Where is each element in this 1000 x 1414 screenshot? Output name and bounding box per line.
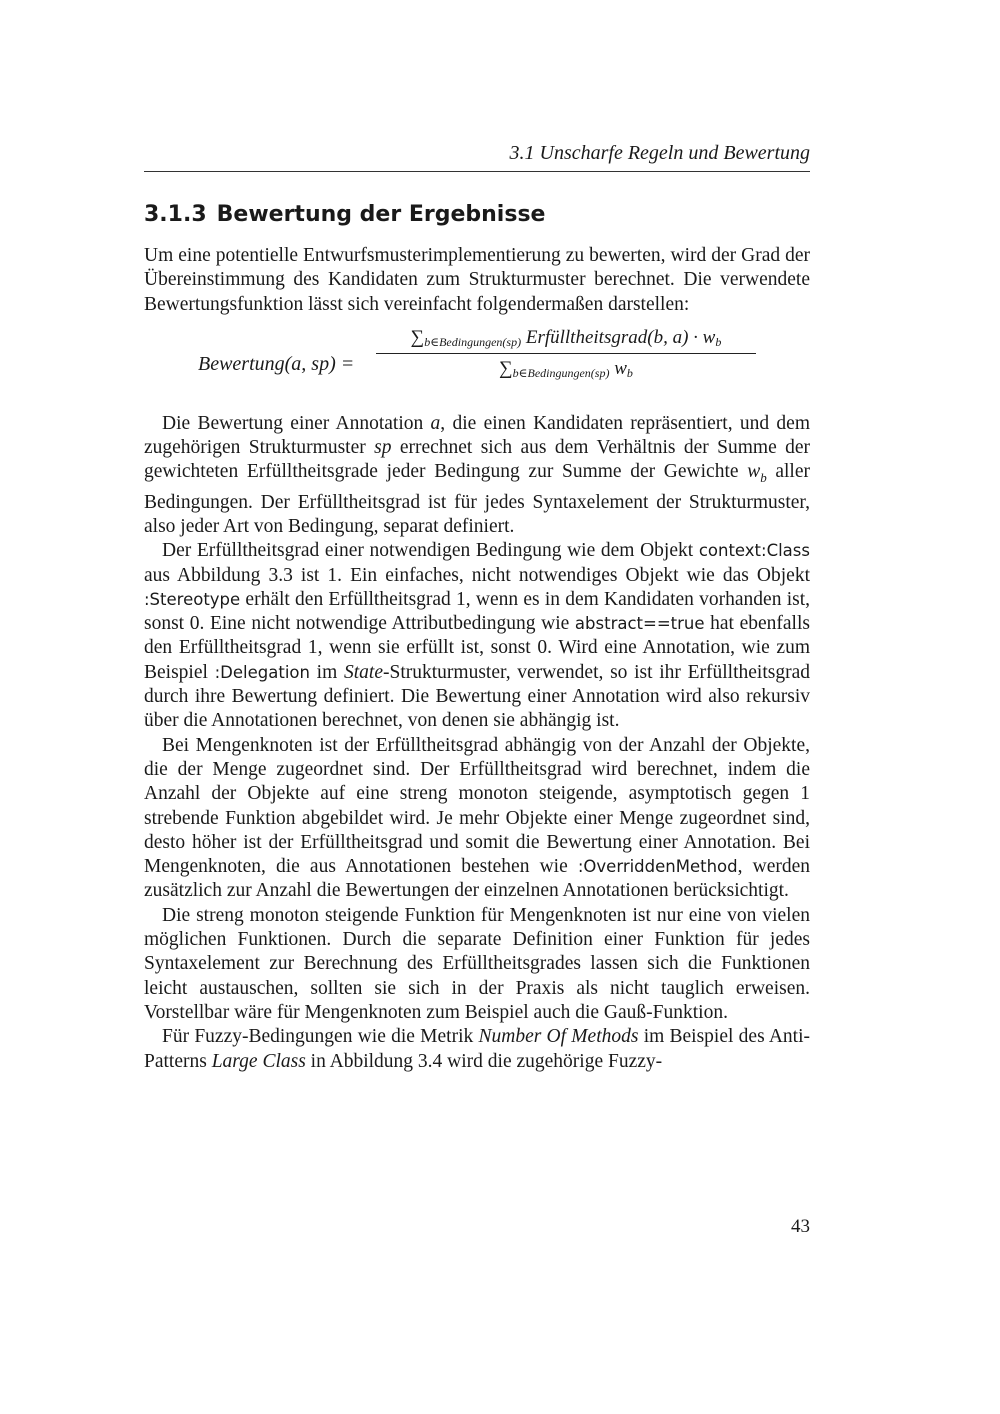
math-variable: a xyxy=(430,412,441,434)
paragraph-set-nodes xyxy=(144,734,810,904)
document-page xyxy=(144,0,810,1414)
sum-subscript: b∈Bedingungen(sp) xyxy=(512,365,610,380)
italic-term: Number Of Methods xyxy=(478,1026,639,1048)
rating-formula xyxy=(144,317,810,412)
text-run: , die einen Kandidaten repräsentiert, und dem zugehörigen Strukturmuster xyxy=(144,412,810,459)
text-run: im Beispiel des Anti-Patterns xyxy=(144,1026,810,1072)
section-heading xyxy=(144,202,545,227)
code-term: abstract==true xyxy=(574,614,705,634)
math-subscript: b xyxy=(760,470,767,486)
numerator-expression: Erfülltheitsgrad(b, a) · w xyxy=(525,326,716,348)
denominator-expression: w xyxy=(614,357,627,379)
text-run: errechnet sich aus dem Verhältnis der Summe der gewichteten Erfülltheitsgrade jeder Bedingung zur Summe der Gewichte xyxy=(144,437,810,483)
text-run: im xyxy=(309,661,344,683)
text-run: hat ebenfalls den Erfülltheitsgrad 1, wenn sie erfüllt ist, sonst 0. Wird eine Annotation, wie zum Beispiel xyxy=(144,613,810,683)
sum-subscript: b∈Bedingungen(sp) xyxy=(424,334,522,349)
text-run: erhält den Erfülltheitsgrad 1, wenn es in dem Kandidaten vorhanden ist, sonst 0. Eine nicht notwendige Attributbedingung wie xyxy=(144,588,810,635)
body-text xyxy=(144,244,810,1074)
running-head: 3.1 Unscharfe Regeln und Bewertung xyxy=(509,142,810,164)
sum-symbol: ∑ xyxy=(499,357,513,379)
section-number: 3.1.3 xyxy=(144,202,207,227)
page-number: 43 xyxy=(791,1216,810,1237)
paragraph-fuzzy xyxy=(144,1025,810,1074)
header-rule xyxy=(144,171,810,172)
code-term: :Stereotype xyxy=(144,589,241,609)
formula-numerator xyxy=(376,327,756,350)
code-term: context:Class xyxy=(698,541,810,561)
text-run: , werden zusätzlich zur Anzahl die Bewertungen der einzelnen Annotationen berücksichtigt. xyxy=(144,856,811,902)
math-variable: w xyxy=(747,461,761,483)
text-run: aller Bedingungen. Der Erfülltheitsgrad ist für jedes Syntaxelement der Strukturmuster, also jeder Art von Bedingung, separat definiert. xyxy=(144,461,811,537)
italic-term: Large Class xyxy=(211,1050,306,1072)
formula-denominator xyxy=(376,358,756,381)
weight-subscript: b xyxy=(715,334,722,349)
text-run: Bei Mengenknoten ist der Erfülltheitsgrad abhängig von der Anzahl der Objekte, die der Menge zugeordnet sind. Der Erfülltheitsgrad wird berechnet, indem die Anzahl der Objekte auf eine streng monoton steigende, asymptotisch gegen 1 strebende Funktion abgebildet wird. Je mehr Objekte einer Menge zugeordnet sind, desto höher ist der Erfülltheitsgrad und somit die Bewertung einer Annotation. Bei Mengenknoten, die aus Annotationen bestehen wie xyxy=(144,734,810,878)
text-run: -Strukturmuster, verwendet, so ist ihr Erfülltheitsgrad durch ihre Bewertung definiert. Die Bewertung einer Annotation wird also rekursiv über die Annotationen berechnet, von denen sie abhängig ist. xyxy=(144,661,810,732)
code-term: :Delegation xyxy=(214,662,310,682)
formula-lhs: Bewertung(a, sp) = xyxy=(198,352,355,375)
formula-fraction xyxy=(376,327,756,381)
text-run: aus Abbildung 3.3 ist 1. Ein einfaches, nicht notwendiges Objekt wie das Objekt xyxy=(144,564,810,586)
paragraph-functions: Die streng monoton steigende Funktion für Mengenknoten ist nur eine von vielen möglichen Funktionen. Durch die separate Definition einer Funktion für jedes Syntaxelement zur Berechnung des Erfülltheitsgrades lassen sich die Funktionen leicht austauschen, sollten sie sich in der Praxis als nicht tauglich erweisen. Vorstellbar wäre für Mengenknoten zum Beispiel auch die Gauß-Funktion. xyxy=(144,904,810,1023)
section-title: Bewertung der Ergebnisse xyxy=(216,202,546,227)
code-term: :OverriddenMethod xyxy=(577,857,738,877)
paragraph-conditions xyxy=(144,539,810,733)
text-run: Der Erfülltheitsgrad einer notwendigen Bedingung wie dem Objekt xyxy=(162,540,699,562)
text-run: Die Bewertung einer Annotation xyxy=(162,412,431,434)
weight-subscript: b xyxy=(626,365,633,380)
paragraph-intro: Um eine potentielle Entwurfsmusterimplementierung zu bewerten, wird der Grad der Übereinstimmung des Kandidaten zum Strukturmuster berechnet. Die verwendete Bewertungsfunktion lässt sich vereinfacht folgendermaßen darstellen: xyxy=(144,245,810,315)
fraction-bar xyxy=(376,353,756,354)
text-run: Für Fuzzy-Bedingungen wie die Metrik xyxy=(162,1026,479,1048)
math-variable: sp xyxy=(374,437,392,459)
sum-symbol: ∑ xyxy=(410,326,425,348)
text-run: in Abbildung 3.4 wird die zugehörige Fuzzy- xyxy=(305,1050,663,1072)
paragraph-rating xyxy=(144,412,810,539)
italic-term: State xyxy=(343,661,383,683)
